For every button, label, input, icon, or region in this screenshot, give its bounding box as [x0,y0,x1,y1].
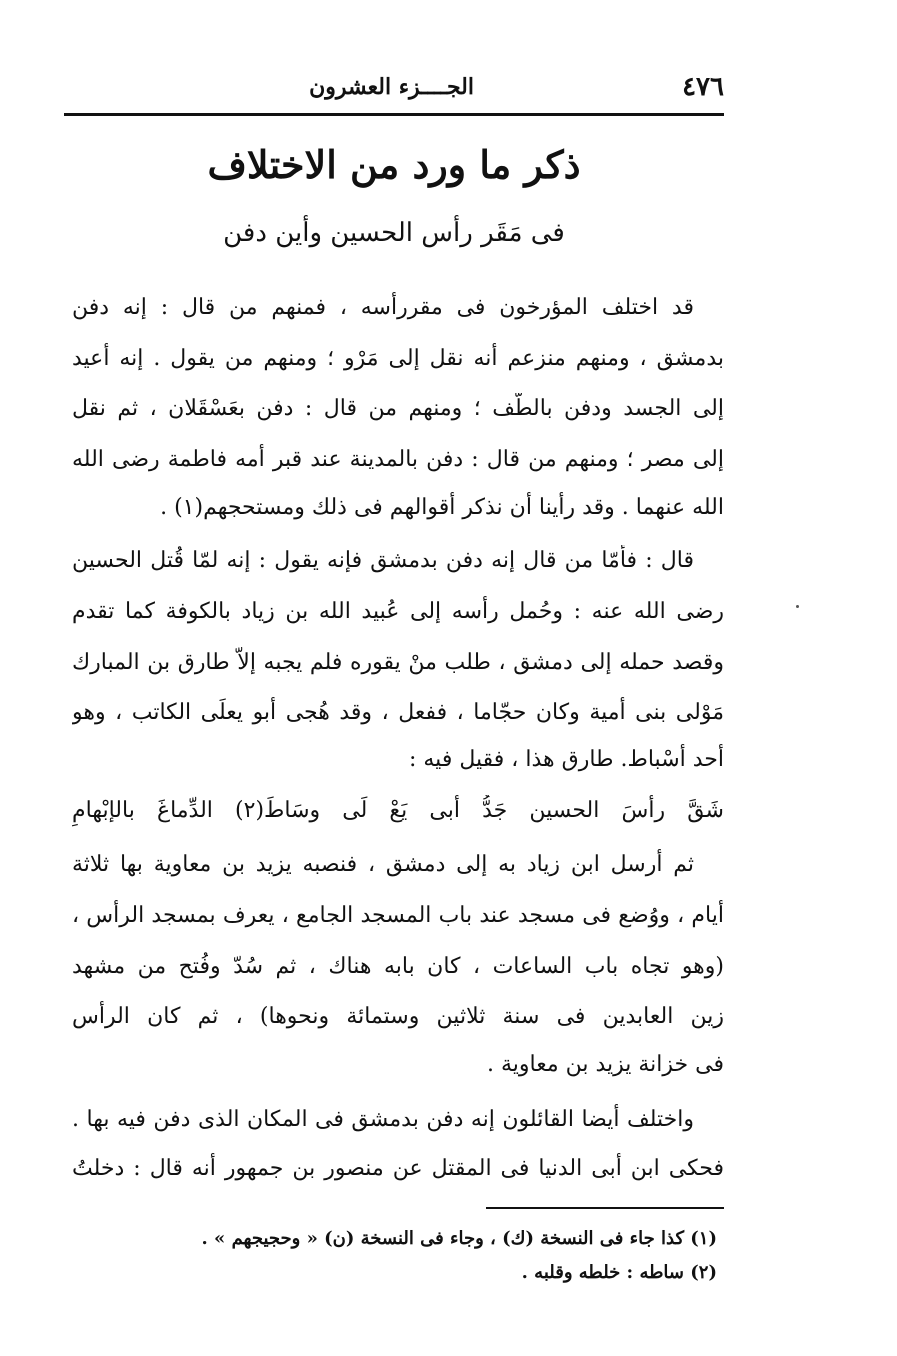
text-line: (وهو تجاه باب الساعات ، كان بابه هناك ، ثم سُدّ وفُتح من مشهد [72,954,724,979]
text-line: بدمشق ، ومنهم منزعم أنه نقل إلى مَرْو ؛ ومنهم من يقول . إنه أعيد [72,346,724,371]
text-line: ثم أرسل ابن زياد به إلى دمشق ، فنصبه يزيد بن معاوية بها ثلاثة [72,852,694,877]
page-speck [796,605,799,608]
page-header [64,72,724,112]
running-head: الجــــزء العشرون [309,74,474,100]
chapter-title: ذكر ما ورد من الاختلاف [207,142,581,187]
text-line: أحد أسْباط. طارق هذا ، فقيل فيه : [408,747,724,772]
text-line: الله عنهما . وقد رأينا أن نذكر أقوالهم فى ذلك ومستحجهم(١) . [160,495,724,520]
text-line: إلى مصر ؛ ومنهم من قال : دفن بالمدينة عند قبر أمه فاطمة رضى الله [72,447,724,472]
text-line: إلى الجسد ودفن بالطّف ؛ ومنهم من قال : دفن بعَسْقَلان ، ثم نقل [72,396,724,421]
text-line: واختلف أيضا القائلون إنه دفن بدمشق فى المكان الذى دفن فيه بها . [72,1107,694,1132]
page-number: ٤٧٦ [682,72,724,102]
text-line: مَوْلى بنى أمية وكان حجّاما ، ففعل ، وقد هُجى أبو يعلَى الكاتب ، وهو [72,700,724,725]
text-line: قال : فأمّا من قال إنه دفن بدمشق فإنه يقول : إنه لمّا قُتل الحسين [72,548,694,573]
text-line: فحكى ابن أبى الدنيا فى المقتل عن منصور بن جمهور أنه قال : دخلتُ [72,1156,724,1181]
text-line: وقصد حمله إلى دمشق ، طلب منْ يقوره فلم يجبه إلاّ طارق بن المبارك [72,650,724,675]
text-line: قد اختلف المؤرخون فى مقررأسه ، فمنهم من قال : إنه دفن [72,295,694,320]
text-line: فى خزانة يزيد بن معاوية . [486,1052,724,1077]
header-rule [64,113,724,116]
text-line: أيام ، ووُضع فى مسجد عند باب المسجد الجامع ، يعرف بمسجد الرأس ، [72,903,724,928]
footnote: (٢) ساطه : خلطه وقلبه . [521,1262,717,1283]
verse-line: شَقَّ رأسَ الحسين جَدُّ أبى يَعْ لَى وسَاطَ(٢) الدِّماغَ بالإبْهامِ [72,798,724,823]
text-line: رضى الله عنه : وحُمل رأسه إلى عُبيد الله بن زياد بالكوفة كما تقدم [72,599,724,624]
chapter-subtitle: فى مَقَر رأس الحسين وأين دفن [223,218,565,248]
footnote-rule [486,1207,724,1209]
footnote: (١) كذا جاء فى النسخة (ك) ، وجاء فى النسخة (ن) « وحجيجهم » . [201,1228,717,1249]
text-line: زين العابدين فى سنة ثلاثين وستمائة ونحوها) ، ثم كان الرأس [72,1004,724,1029]
